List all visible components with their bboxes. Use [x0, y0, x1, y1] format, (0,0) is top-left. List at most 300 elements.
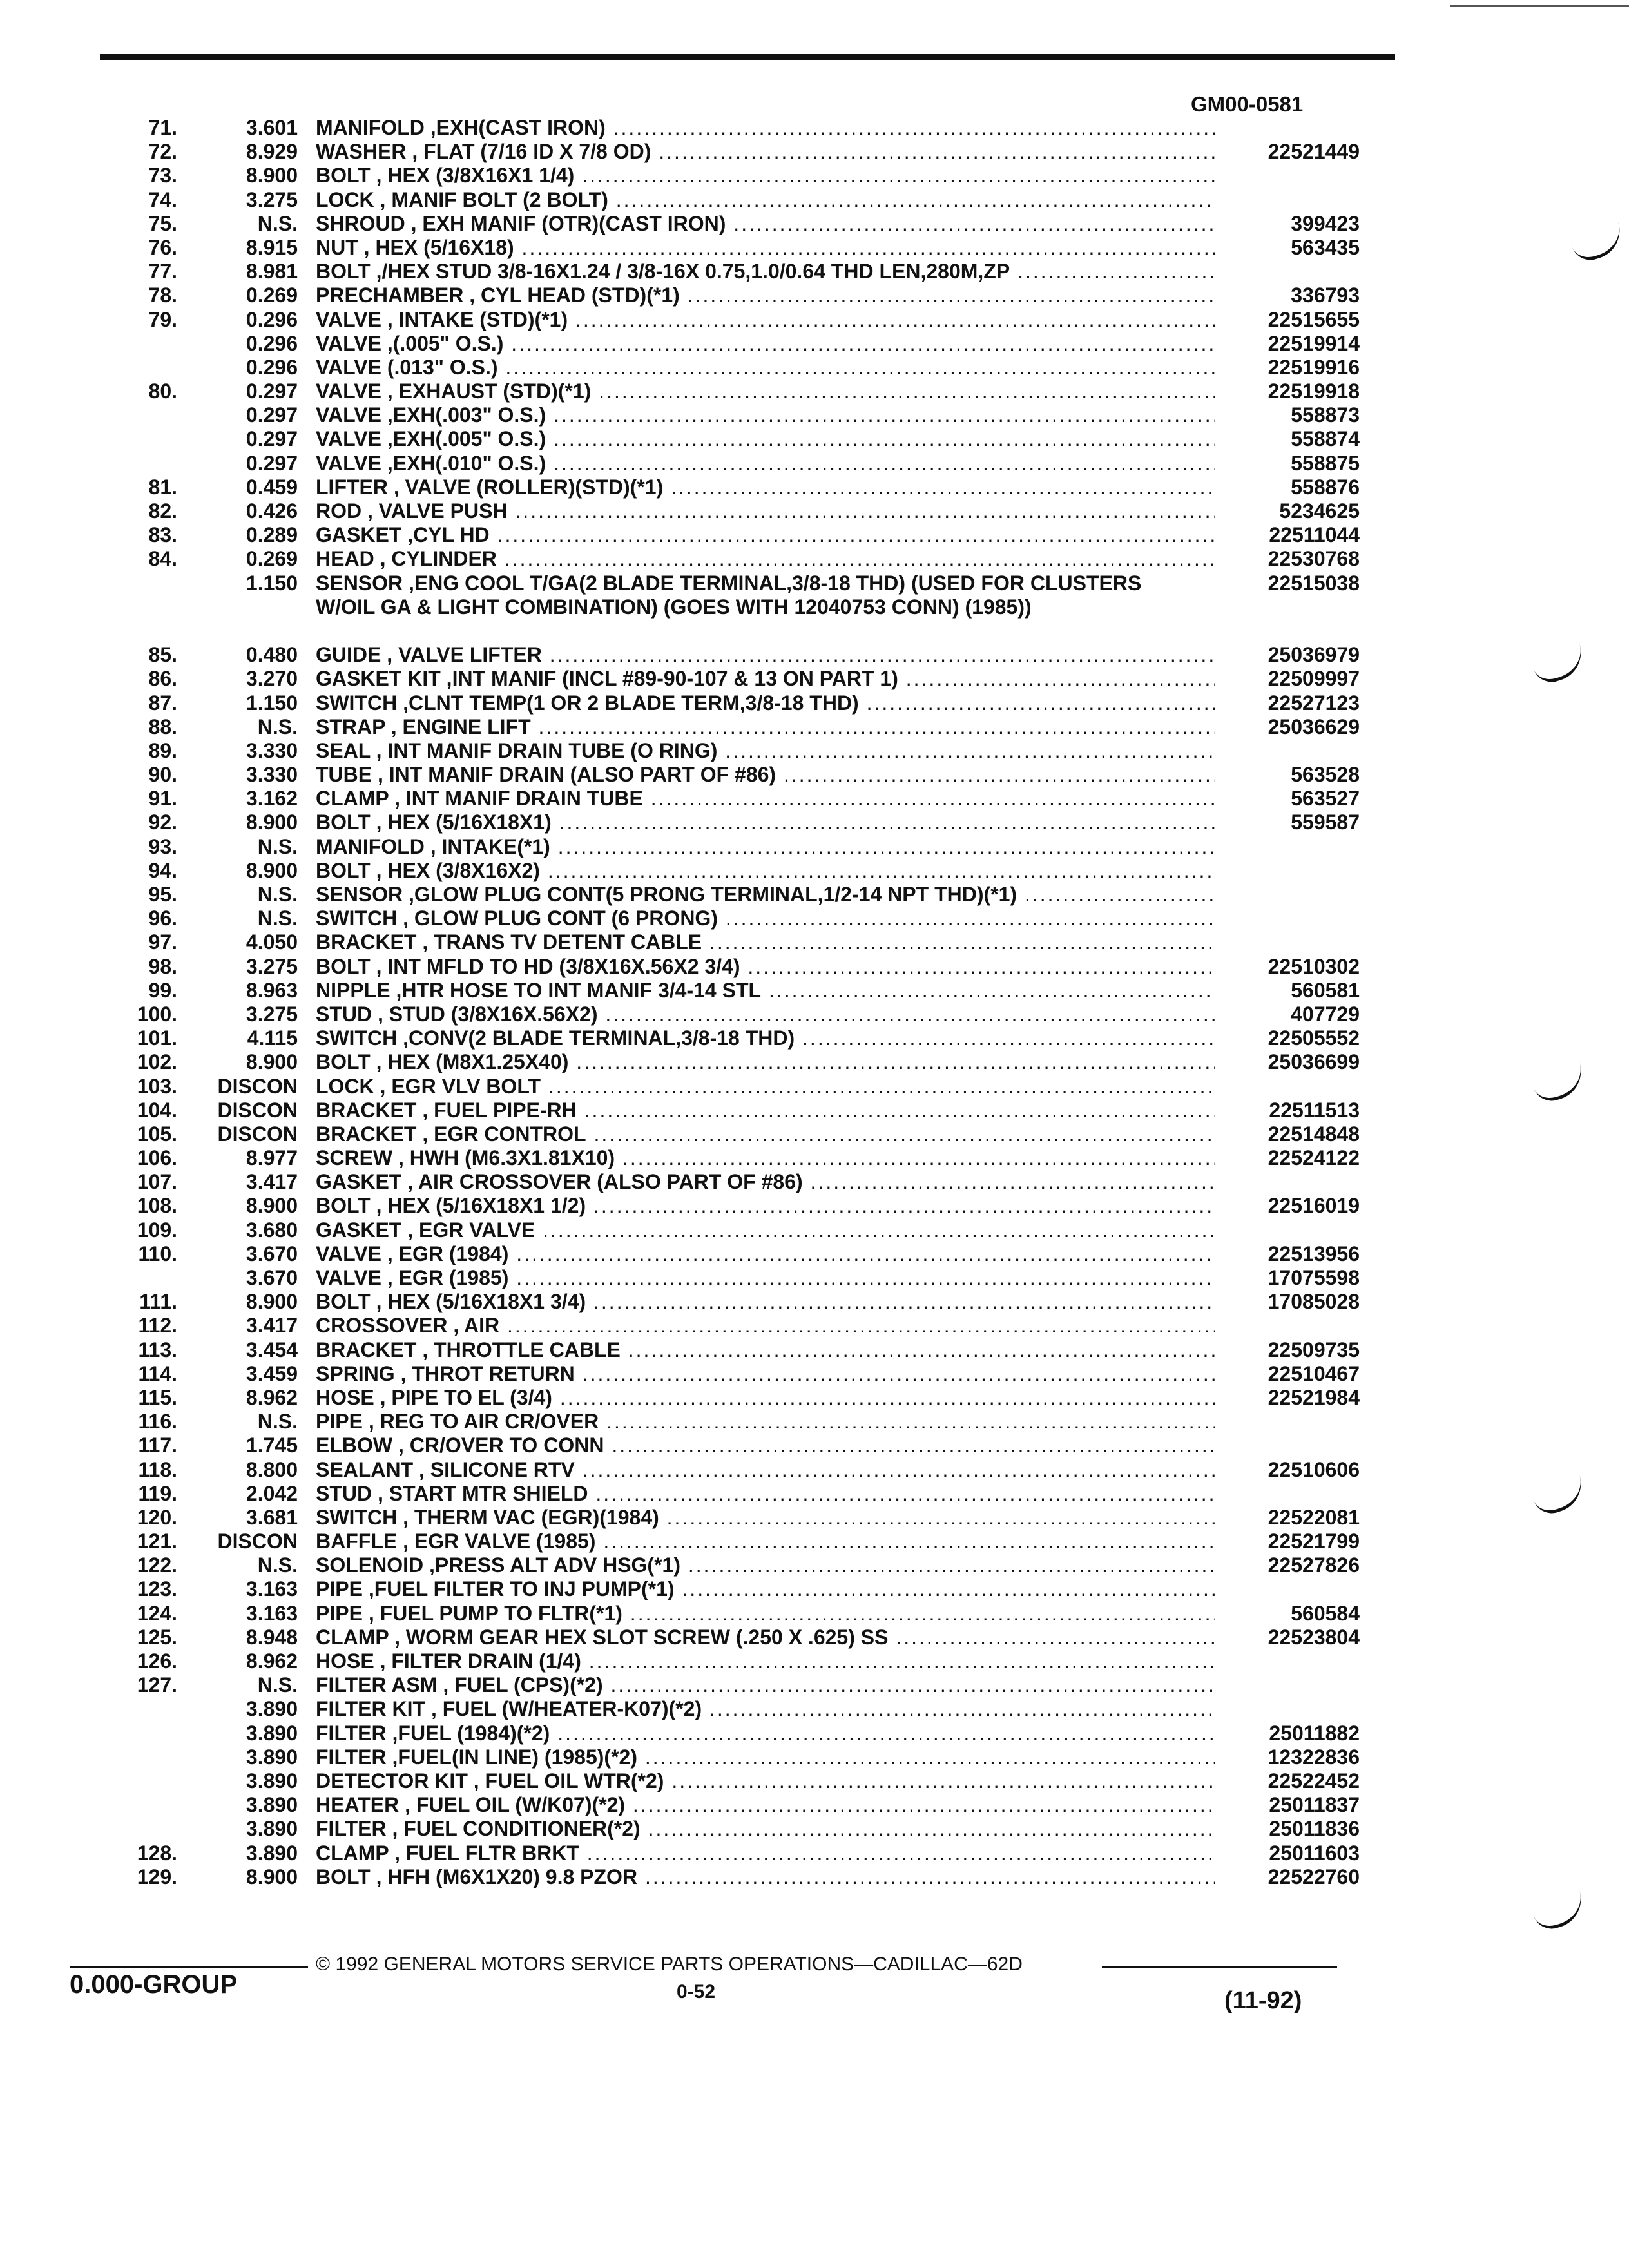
- part-description: VALVE , EGR (1985) .....: [316, 1266, 1215, 1290]
- group-number: 3.163: [246, 1601, 298, 1625]
- group-number: N.S.: [257, 715, 298, 738]
- item-number: 118.: [138, 1457, 177, 1481]
- group-number: 0.269: [246, 547, 298, 571]
- part-description: GASKET ,CYL HD .....: [316, 523, 1215, 547]
- item-number: 89.: [148, 738, 177, 762]
- part-description: BRACKET , THROTTLE CABLE .....: [316, 1338, 1215, 1362]
- part-description: PIPE ,FUEL FILTER TO INJ PUMP(*1) .....: [316, 1577, 1215, 1601]
- part-row: [0, 1458, 1629, 1482]
- part-number: 25036629: [1268, 715, 1360, 738]
- part-description: PRECHAMBER , CYL HEAD (STD)(*1) .....: [316, 284, 1215, 307]
- item-number: 94.: [148, 858, 177, 882]
- group-number: DISCON: [217, 1074, 298, 1098]
- group-number: 3.275: [246, 1002, 298, 1026]
- item-number: 71.: [148, 116, 177, 139]
- part-description: SWITCH ,CLNT TEMP(1 OR 2 BLADE TERM,3/8-18 THD) .....: [316, 691, 1215, 715]
- part-row: [0, 1841, 1629, 1865]
- part-description: MANIFOLD , INTAKE(*1) .....: [316, 835, 1215, 859]
- part-description: NUT , HEX (5/16X18) .....: [316, 236, 1215, 260]
- part-description: FILTER ASM , FUEL (CPS)(*2) .....: [316, 1673, 1215, 1697]
- part-row: [0, 1242, 1629, 1266]
- group-number: 0.289: [246, 523, 298, 547]
- item-number: 84.: [148, 547, 177, 571]
- group-number: 8.900: [246, 1050, 298, 1074]
- group-number: 3.670: [246, 1242, 298, 1265]
- part-description: BRACKET , FUEL PIPE-RH .....: [316, 1099, 1215, 1122]
- group-number: 3.890: [246, 1721, 298, 1745]
- item-number: 120.: [137, 1505, 177, 1529]
- part-row: [0, 643, 1629, 667]
- part-number: 5234625: [1279, 499, 1360, 523]
- group-number: 8.915: [246, 235, 298, 259]
- part-row: [0, 1194, 1629, 1218]
- part-description: HOSE , FILTER DRAIN (1/4) .....: [316, 1649, 1215, 1673]
- part-number: 25036979: [1268, 643, 1360, 667]
- part-number: 22515655: [1268, 307, 1360, 331]
- group-number: N.S.: [257, 883, 298, 907]
- part-row: [0, 1386, 1629, 1410]
- part-description: SPRING , THROT RETURN .....: [316, 1362, 1215, 1386]
- group-number: 3.681: [246, 1505, 298, 1529]
- part-description: GASKET , AIR CROSSOVER (ALSO PART OF #86) .....: [316, 1170, 1215, 1194]
- group-number: N.S.: [257, 1410, 298, 1434]
- part-row: [0, 667, 1629, 691]
- item-number: 80.: [148, 380, 177, 403]
- part-row: [0, 859, 1629, 883]
- part-description: STRAP , ENGINE LIFT .....: [316, 715, 1215, 739]
- part-number: 22522452: [1268, 1769, 1360, 1792]
- part-number: 558873: [1291, 403, 1360, 427]
- part-description: HOSE , PIPE TO EL (3/4) .....: [316, 1386, 1215, 1410]
- part-number: 25036699: [1268, 1050, 1360, 1074]
- part-row: [0, 116, 1629, 140]
- footer-copyright: © 1992 GENERAL MOTORS SERVICE PARTS OPERATIONS—CADILLAC—62D: [316, 1954, 1023, 1975]
- page-code: GM00-0581: [1191, 92, 1304, 116]
- part-description: LIFTER , VALVE (ROLLER)(STD)(*1) .....: [316, 476, 1215, 499]
- part-number: 558874: [1291, 427, 1360, 451]
- item-number: 117.: [138, 1434, 177, 1457]
- item-number: 110.: [138, 1242, 177, 1265]
- group-number: 8.962: [246, 1385, 298, 1409]
- part-row: [0, 1266, 1629, 1290]
- part-description: GASKET , EGR VALVE .....: [316, 1218, 1215, 1242]
- part-row: [0, 1075, 1629, 1099]
- part-row: [0, 260, 1629, 284]
- item-number: 122.: [137, 1553, 177, 1577]
- part-row: [0, 1769, 1629, 1793]
- group-number: N.S.: [257, 907, 298, 930]
- part-row: [0, 835, 1629, 859]
- part-row: [0, 499, 1629, 523]
- item-number: 83.: [148, 523, 177, 547]
- part-row: [0, 1673, 1629, 1697]
- part-row: [0, 691, 1629, 715]
- item-number: 82.: [148, 499, 177, 523]
- part-description: BOLT , HEX (5/16X18X1 3/4) .....: [316, 1290, 1215, 1314]
- part-description: BAFFLE , EGR VALVE (1985) .....: [316, 1530, 1215, 1553]
- part-number: 22530768: [1268, 547, 1360, 571]
- group-number: 8.929: [246, 140, 298, 164]
- group-number: 0.296: [246, 331, 298, 355]
- group-number: 3.417: [246, 1170, 298, 1194]
- parts-list: [0, 116, 1629, 1889]
- part-description: SWITCH , THERM VAC (EGR)(1984) .....: [316, 1506, 1215, 1530]
- item-number: 105.: [137, 1122, 177, 1146]
- part-row: [0, 1099, 1629, 1122]
- part-number: 25011603: [1269, 1841, 1360, 1865]
- part-description: VALVE , EXHAUST (STD)(*1) .....: [316, 380, 1215, 403]
- part-row: [0, 763, 1629, 787]
- group-number: 8.900: [246, 1290, 298, 1314]
- part-description: VALVE ,(.005" O.S.) .....: [316, 332, 1215, 356]
- item-number: 102.: [137, 1050, 177, 1074]
- part-description: BOLT , HEX (M8X1.25X40) .....: [316, 1050, 1215, 1074]
- item-number: 126.: [137, 1649, 177, 1673]
- part-number: 558876: [1291, 475, 1360, 499]
- item-number: 85.: [148, 643, 177, 667]
- part-description: BOLT , HEX (5/16X18X1) .....: [316, 811, 1215, 834]
- group-number: 8.800: [246, 1457, 298, 1481]
- item-number: 127.: [137, 1673, 177, 1697]
- part-description: FILTER , FUEL CONDITIONER(*2) .....: [316, 1817, 1215, 1841]
- part-number: 559587: [1291, 811, 1360, 834]
- item-number: 91.: [148, 787, 177, 811]
- part-row: [0, 188, 1629, 212]
- item-number: 86.: [148, 667, 177, 691]
- part-description: WASHER , FLAT (7/16 ID X 7/8 OD) .....: [316, 140, 1215, 164]
- item-number: 128.: [137, 1841, 177, 1865]
- part-description: TUBE , INT MANIF DRAIN (ALSO PART OF #86) .....: [316, 763, 1215, 787]
- item-number: 73.: [148, 164, 177, 187]
- item-number: 96.: [148, 907, 177, 930]
- item-number: 75.: [148, 211, 177, 235]
- group-number: 0.459: [246, 475, 298, 499]
- part-description: FILTER ,FUEL (1984)(*2) .....: [316, 1722, 1215, 1745]
- group-number: 3.890: [246, 1745, 298, 1769]
- part-number: 22522081: [1268, 1505, 1360, 1529]
- part-description: BOLT , INT MFLD TO HD (3/8X16X.56X2 3/4) .....: [316, 955, 1215, 979]
- group-number: 0.269: [246, 284, 298, 307]
- item-number: 103.: [137, 1074, 177, 1098]
- part-description: CLAMP , FUEL FLTR BRKT .....: [316, 1841, 1215, 1865]
- part-description: ROD , VALVE PUSH .....: [316, 499, 1215, 523]
- item-number: 121.: [137, 1530, 177, 1553]
- group-number: 3.275: [246, 187, 298, 211]
- group-number: 8.963: [246, 978, 298, 1002]
- part-row: [0, 1602, 1629, 1626]
- part-description: BRACKET , TRANS TV DETENT CABLE .....: [316, 930, 1215, 954]
- group-number: 8.962: [246, 1649, 298, 1673]
- group-number: 8.948: [246, 1625, 298, 1649]
- part-number: 336793: [1291, 284, 1360, 307]
- group-number: N.S.: [257, 1673, 298, 1697]
- part-row: [0, 1577, 1629, 1601]
- item-number: 72.: [148, 140, 177, 164]
- part-row: [0, 1146, 1629, 1170]
- part-row: [0, 236, 1629, 260]
- group-number: 3.890: [246, 1817, 298, 1841]
- group-number: 3.330: [246, 763, 298, 787]
- group-number: 3.459: [246, 1361, 298, 1385]
- group-number: N.S.: [257, 834, 298, 858]
- item-number: 111.: [139, 1290, 177, 1314]
- part-row: [0, 811, 1629, 834]
- part-row: [0, 356, 1629, 380]
- part-description: BOLT , HEX (5/16X18X1 1/2) .....: [316, 1194, 1215, 1218]
- group-number: 3.454: [246, 1338, 298, 1361]
- part-description: STUD , STUD (3/8X16X.56X2) .....: [316, 1003, 1215, 1026]
- part-row: [0, 1530, 1629, 1553]
- group-number: 8.900: [246, 811, 298, 834]
- item-number: 93.: [148, 834, 177, 858]
- part-number: 17085028: [1268, 1290, 1360, 1314]
- item-number: 115.: [138, 1385, 177, 1409]
- part-description: LOCK , MANIF BOLT (2 BOLT) .....: [316, 188, 1215, 212]
- item-number: 99.: [148, 978, 177, 1002]
- group-number: N.S.: [257, 211, 298, 235]
- group-number: 3.890: [246, 1697, 298, 1721]
- part-row: [0, 523, 1629, 547]
- part-number: 25011882: [1269, 1721, 1360, 1745]
- part-number: 17075598: [1268, 1266, 1360, 1290]
- part-row: [0, 1817, 1629, 1841]
- group-number: 3.890: [246, 1769, 298, 1792]
- part-number: 563528: [1291, 763, 1360, 787]
- item-number: 78.: [148, 284, 177, 307]
- part-description: BRACKET , EGR CONTROL .....: [316, 1122, 1215, 1146]
- part-description: STUD , START MTR SHIELD .....: [316, 1482, 1215, 1506]
- part-row: [0, 476, 1629, 499]
- item-number: 107.: [137, 1170, 177, 1194]
- part-description: CROSSOVER , AIR .....: [316, 1314, 1215, 1338]
- item-number: 87.: [148, 691, 177, 715]
- corner-mark: [1450, 0, 1629, 7]
- part-row: [0, 1482, 1629, 1506]
- group-number: 3.330: [246, 738, 298, 762]
- part-row: [0, 547, 1629, 571]
- part-description: PIPE , REG TO AIR CR/OVER .....: [316, 1410, 1215, 1434]
- group-number: 8.900: [246, 1865, 298, 1888]
- group-number: 4.050: [246, 930, 298, 954]
- part-number: 22514848: [1268, 1122, 1360, 1146]
- part-row: [0, 164, 1629, 187]
- item-number: 109.: [137, 1218, 177, 1242]
- group-number: 0.480: [246, 643, 298, 667]
- group-number: 2.042: [246, 1481, 298, 1505]
- part-row: [0, 1170, 1629, 1194]
- item-number: 100.: [137, 1002, 177, 1026]
- part-description: SWITCH , GLOW PLUG CONT (6 PRONG) .....: [316, 907, 1215, 930]
- part-number: 22519914: [1268, 331, 1360, 355]
- part-number: 563527: [1291, 787, 1360, 811]
- group-number: 8.977: [246, 1146, 298, 1170]
- part-number: 22513956: [1268, 1242, 1360, 1265]
- item-number: 79.: [148, 307, 177, 331]
- part-row: [0, 380, 1629, 403]
- group-number: 0.296: [246, 355, 298, 379]
- part-number: 22516019: [1268, 1194, 1360, 1218]
- item-number: 129.: [137, 1865, 177, 1888]
- group-number: DISCON: [217, 1122, 298, 1146]
- part-row: [0, 1410, 1629, 1434]
- item-number: 90.: [148, 763, 177, 787]
- part-row: [0, 1793, 1629, 1817]
- group-number: 3.270: [246, 667, 298, 691]
- part-description: SEALANT , SILICONE RTV .....: [316, 1458, 1215, 1482]
- part-row: [0, 907, 1629, 930]
- part-description: VALVE , EGR (1984) .....: [316, 1242, 1215, 1266]
- part-number: 22523804: [1268, 1625, 1360, 1649]
- part-row: [0, 403, 1629, 427]
- group-number: 0.296: [246, 307, 298, 331]
- part-row: [0, 1506, 1629, 1530]
- part-row: [0, 1290, 1629, 1314]
- item-number: 119.: [138, 1481, 177, 1505]
- part-row: [0, 955, 1629, 979]
- part-description: NIPPLE ,HTR HOSE TO INT MANIF 3/4-14 STL .....: [316, 979, 1215, 1003]
- group-number: 3.680: [246, 1218, 298, 1242]
- part-number: 22511513: [1269, 1098, 1360, 1122]
- group-number: 0.297: [246, 403, 298, 427]
- part-description: SCREW , HWH (M6.3X1.81X10) .....: [316, 1146, 1215, 1170]
- group-number: 3.163: [246, 1577, 298, 1601]
- group-number: 8.900: [246, 164, 298, 187]
- punch-hole-mark: [1530, 1890, 1588, 1934]
- group-number: 4.115: [247, 1026, 298, 1050]
- item-number: 92.: [148, 811, 177, 834]
- item-number: 97.: [148, 930, 177, 954]
- footer-page-number: 0-52: [677, 1981, 716, 2003]
- item-number: 116.: [138, 1410, 177, 1434]
- part-row: [0, 427, 1629, 451]
- item-number: 76.: [148, 235, 177, 259]
- item-number: 106.: [137, 1146, 177, 1170]
- part-row: [0, 1026, 1629, 1050]
- part-description: SOLENOID ,PRESS ALT ADV HSG(*1) .....: [316, 1553, 1215, 1577]
- part-description: CLAMP , INT MANIF DRAIN TUBE .....: [316, 787, 1215, 811]
- part-description: SENSOR ,GLOW PLUG CONT(5 PRONG TERMINAL,1/2-14 NPT THD)(*1) .....: [316, 883, 1215, 907]
- part-row: [0, 452, 1629, 476]
- part-description: HEATER , FUEL OIL (W/K07)(*2) .....: [316, 1793, 1215, 1817]
- item-number: 81.: [148, 475, 177, 499]
- part-number: 22510302: [1268, 954, 1360, 978]
- group-number: 0.297: [246, 380, 298, 403]
- part-row: [0, 1218, 1629, 1242]
- group-number: 3.890: [246, 1793, 298, 1817]
- item-number: 77.: [148, 260, 177, 284]
- item-number: 112.: [138, 1314, 177, 1338]
- part-number: 22509735: [1268, 1338, 1360, 1361]
- part-description: PIPE , FUEL PUMP TO FLTR(*1) .....: [316, 1602, 1215, 1626]
- group-number: DISCON: [217, 1098, 298, 1122]
- part-row: [0, 787, 1629, 811]
- footer-rule-right: [1102, 1966, 1337, 1968]
- part-description: ELBOW , CR/OVER TO CONN .....: [316, 1434, 1215, 1457]
- part-description: FILTER ,FUEL(IN LINE) (1985)(*2) .....: [316, 1745, 1215, 1769]
- group-number: 3.670: [246, 1266, 298, 1290]
- part-description: VALVE , INTAKE (STD)(*1) .....: [316, 308, 1215, 332]
- part-description: LOCK , EGR VLV BOLT .....: [316, 1075, 1215, 1099]
- part-description: MANIFOLD ,EXH(CAST IRON) .....: [316, 116, 1215, 140]
- part-number: 22519918: [1268, 380, 1360, 403]
- part-number: 560581: [1291, 978, 1360, 1002]
- part-row: [0, 308, 1629, 332]
- group-number: 0.297: [246, 427, 298, 451]
- item-number: 125.: [137, 1625, 177, 1649]
- item-number: 108.: [137, 1194, 177, 1218]
- part-row: [0, 1314, 1629, 1338]
- item-number: 74.: [148, 187, 177, 211]
- part-row: [0, 1697, 1629, 1721]
- part-number: 22522760: [1268, 1865, 1360, 1888]
- group-number: 1.150: [246, 571, 298, 595]
- part-number: 558875: [1291, 451, 1360, 475]
- group-number: 0.297: [246, 451, 298, 475]
- part-number: 22505552: [1268, 1026, 1360, 1050]
- part-number: 22509997: [1268, 667, 1360, 691]
- part-description: BOLT , HFH (M6X1X20) 9.8 PZOR .....: [316, 1865, 1215, 1889]
- part-description: CLAMP , WORM GEAR HEX SLOT SCREW (.250 X .625) SS .....: [316, 1626, 1215, 1649]
- footer-group: 0.000-GROUP: [70, 1970, 238, 1999]
- part-description: GASKET KIT ,INT MANIF (INCL #89-90-107 & 13 ON PART 1) .....: [316, 667, 1215, 691]
- group-number: 3.417: [246, 1314, 298, 1338]
- part-row: [0, 284, 1629, 307]
- part-row: [0, 1338, 1629, 1362]
- part-number: 22510467: [1268, 1361, 1360, 1385]
- part-number: 560584: [1291, 1601, 1360, 1625]
- part-row: [0, 979, 1629, 1003]
- footer-rule-left: [70, 1966, 308, 1968]
- part-row: [0, 930, 1629, 954]
- part-number: 22515038: [1268, 571, 1360, 595]
- part-number: 407729: [1291, 1002, 1360, 1026]
- part-row: [0, 1050, 1629, 1074]
- item-number: 113.: [138, 1338, 177, 1361]
- part-description: HEAD , CYLINDER .....: [316, 547, 1215, 571]
- part-number: 25011836: [1269, 1817, 1360, 1841]
- part-number: 22511044: [1269, 523, 1360, 547]
- part-description: SENSOR ,ENG COOL T/GA(2 BLADE TERMINAL,3/8-18 THD) (USED FOR CLUSTERS W/OIL GA & LIGHT COMBINATION) (GOES WITH 12040753 CONN) (1985)): [316, 571, 1142, 619]
- item-number: 123.: [137, 1577, 177, 1601]
- group-number: 8.981: [246, 260, 298, 284]
- item-number: 114.: [138, 1361, 177, 1385]
- group-number: 3.890: [246, 1841, 298, 1865]
- part-number: 22521449: [1268, 140, 1360, 164]
- part-description: FILTER KIT , FUEL (W/HEATER-K07)(*2) .....: [316, 1697, 1215, 1721]
- part-number: 22527826: [1268, 1553, 1360, 1577]
- part-row: [0, 212, 1629, 236]
- item-number: 95.: [148, 883, 177, 907]
- part-row: [0, 1003, 1629, 1026]
- group-number: 3.275: [246, 954, 298, 978]
- part-description: SHROUD , EXH MANIF (OTR)(CAST IRON) .....: [316, 212, 1215, 236]
- part-description: SEAL , INT MANIF DRAIN TUBE (O RING) .....: [316, 739, 1215, 763]
- part-description: VALVE (.013" O.S.) .....: [316, 356, 1215, 380]
- part-description: VALVE ,EXH(.010" O.S.) .....: [316, 452, 1215, 476]
- part-row: [0, 739, 1629, 763]
- part-row: [0, 572, 1629, 644]
- part-description: VALVE ,EXH(.005" O.S.) .....: [316, 427, 1215, 451]
- item-number: 101.: [137, 1026, 177, 1050]
- footer-date: (11-92): [1224, 1987, 1302, 2014]
- part-row: [0, 1362, 1629, 1386]
- part-number: 22527123: [1268, 691, 1360, 715]
- part-number: 22519916: [1268, 355, 1360, 379]
- part-row: [0, 883, 1629, 907]
- part-row: [0, 715, 1629, 739]
- part-number: 12322836: [1268, 1745, 1360, 1769]
- part-number: 563435: [1291, 235, 1360, 259]
